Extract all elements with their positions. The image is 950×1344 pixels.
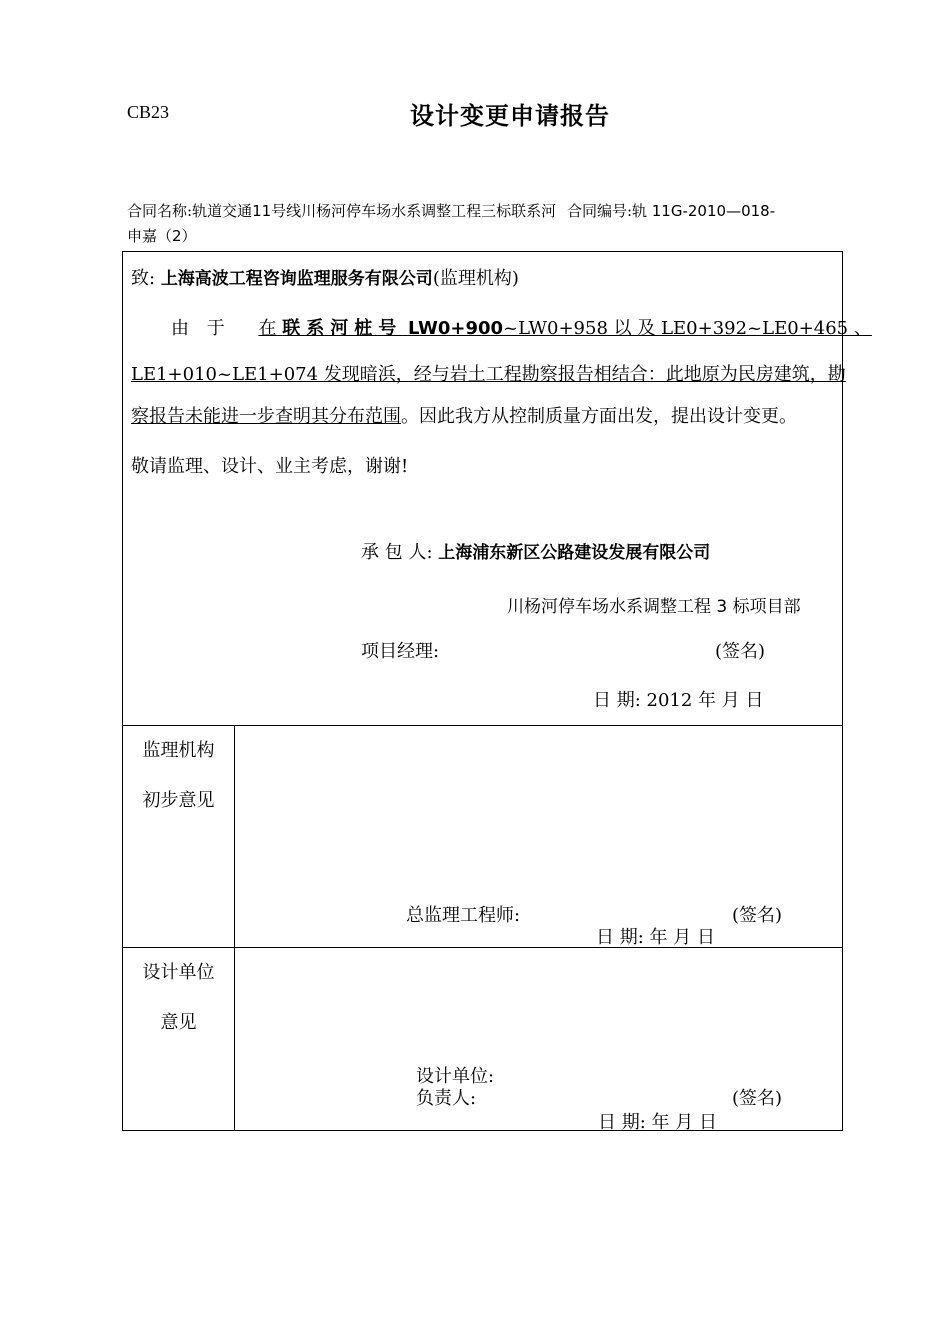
- pm-label: 项目经理:: [361, 641, 440, 662]
- contract-name-value: 轨道交通11号线川杨河停车场水系调整工程三标联系河: [192, 202, 557, 220]
- to-org: 上海高波工程咨询监理服务有限公司: [160, 269, 433, 289]
- design-opinion-cell[interactable]: [235, 948, 843, 1131]
- contract-number-value: 轨 11G-2010—018-: [632, 202, 776, 220]
- design-date: 日 期: 年 月 日: [598, 1112, 717, 1133]
- contractor-label: 承 包 人:: [361, 542, 433, 563]
- reason-line-2: LE1+010~LE1+074 发现暗浜，经与岩土工程勘察报告相结合：此地原为民房建筑，勘: [131, 364, 846, 385]
- contract-info: [127, 196, 775, 226]
- design-label-2: 意见: [160, 1012, 197, 1033]
- design-label-cell: [123, 948, 235, 1131]
- reason-line3-rest: 。因此我方从控制质量方面出发，提出设计变更。: [401, 406, 797, 427]
- contractor-dept: 川杨河停车场水系调整工程 3 标项目部: [507, 597, 801, 617]
- design-sign-label: (签名): [732, 1088, 783, 1109]
- to-role: (监理机构): [432, 268, 519, 289]
- design-person-label: 负责人:: [416, 1088, 477, 1109]
- supervisor-opinion-cell[interactable]: [235, 726, 843, 948]
- reason-line1-rest: ~LW0+958 以 及 LE0+392~LE0+465 、: [503, 318, 872, 339]
- supervisor-label-1: 监理机构: [142, 740, 215, 761]
- request-date: 日 期: 2012 年 月 日: [593, 690, 764, 711]
- pm-sign-label: (签名): [715, 641, 766, 662]
- reason-line3-underlined: 察报告未能进一步查明其分布范围: [131, 406, 401, 427]
- to-label: 致:: [131, 268, 156, 289]
- reason-line-4: 敬请监理、设计、业主考虑，谢谢!: [131, 456, 409, 477]
- reason-line-1: [171, 314, 872, 340]
- reason-prefix: 由 于: [171, 318, 231, 339]
- page-title: 设计变更申请报告: [410, 101, 610, 130]
- reason-zai: 在: [258, 318, 277, 339]
- chief-engineer-label: 总监理工程师:: [406, 905, 521, 926]
- contractor-line: [361, 538, 710, 564]
- form-code: CB23: [127, 102, 170, 122]
- supervisor-sign-label: (签名): [732, 905, 783, 926]
- contract-number-label: 合同编号:: [566, 202, 632, 220]
- reason-underlined-1: [236, 318, 871, 339]
- addressee-line: [131, 264, 519, 290]
- reason-lw: LW0+900: [407, 318, 504, 339]
- reason-bold: 联系河桩号: [282, 318, 403, 339]
- contract-number-cont: 申嘉（2）: [127, 227, 197, 245]
- supervisor-label-cell: [123, 726, 235, 948]
- request-section: [123, 252, 872, 726]
- change-request-form: [122, 251, 872, 1133]
- reason-line-3: [131, 402, 797, 428]
- contract-name-label: 合同名称:: [127, 202, 193, 220]
- contractor-name: 上海浦东新区公路建设发展有限公司: [438, 543, 711, 563]
- supervisor-label-2: 初步意见: [142, 790, 215, 811]
- supervisor-date: 日 期: 年 月 日: [596, 927, 715, 948]
- design-label-1: 设计单位: [142, 962, 215, 983]
- design-unit-label: 设计单位:: [416, 1066, 495, 1087]
